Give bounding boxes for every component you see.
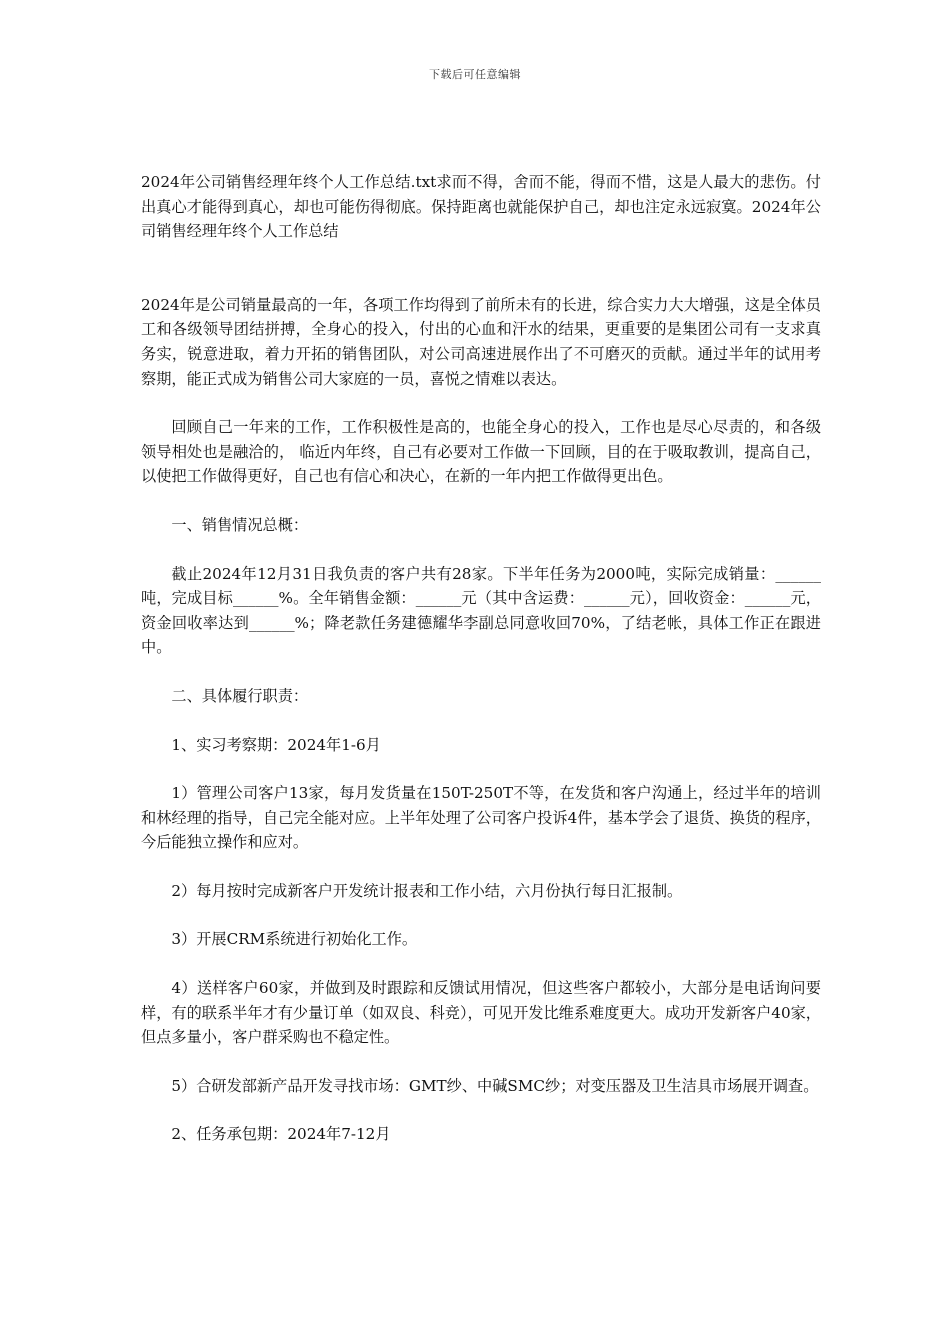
- list-item: 5）合研发部新产品开发寻找市场：GMT纱、中碱SMC纱；对变压器及卫生洁具市场展开调查。: [171, 1076, 819, 1095]
- paragraph-summary: 2024年是公司销量最高的一年，各项工作均得到了前所未有的长进，综合实力大大增强，这是全体员工和各级领导团结拼搏，全身心的投入，付出的心血和汗水的结果，更重要的是集团公司有一支求真务实，锐意进取，着力开拓的销售团队，对公司高速进展作出了不可磨灭的贡献。通过半年的试用考察期，能正式成为销售公司大家庭的一员，喜悦之情难以表达。: [141, 295, 821, 388]
- document-intro: 2024年公司销售经理年终个人工作总结.txt求而不得，舍而不能，得而不惜，这是人最大的悲伤。付出真心才能得到真心，却也可能伤得彻底。保持距离也就能保护自己，却也注定永远寂寞。2024年公司销售经理年终个人工作总结: [141, 173, 821, 241]
- list-item: 4）送样客户60家，并做到及时跟踪和反馈试用情况，但这些客户都较小，大部分是电话询问要样，有的联系半年才有少量订单（如双良、科竞），可见开发比维系难度更大。成功开发新客户40家，但点多量小，客户群采购也不稳定性。: [141, 979, 821, 1047]
- subheading-internship-period: 1、实习考察期：2024年1-6月: [171, 735, 381, 754]
- section-heading-duties: 二、具体履行职责：: [171, 686, 309, 705]
- document-body: [141, 170, 821, 1171]
- paragraph-review: 回顾自己一年来的工作，工作积极性是高的，也能全身心的投入，工作也是尽心尽责的，和各级领导相处也是融洽的， 临近内年终，自己有必要对工作做一下回顾，目的在于吸取教训，提高自己，以使把工作做得更好，自己也有信心和决心，在新的一年内把工作做得更出色。: [141, 418, 821, 486]
- list-item: 3）开展CRM系统进行初始化工作。: [171, 930, 418, 949]
- subheading-contract-period: 2、任务承包期：2024年7-12月: [171, 1125, 391, 1144]
- list-item: 1）管理公司客户13家，每月发货量在150T-250T不等，在发货和客户沟通上，经过半年的培训和林经理的指导，自己完全能对应。上半年处理了公司客户投诉4件，基本学会了退货、换货的程序，今后能独立操作和应对。: [141, 784, 821, 852]
- paragraph-sales-figures: 截止2024年12月31日我负责的客户共有28家。下半年任务为2000吨，实际完成销量：______吨，完成目标______%。全年销售金额：______元（其中含运费：______元），回收资金：______元，资金回收率达到______%；降老款任务建德耀华李副总同意收回70%，了结老帐，具体工作正在跟进中。: [141, 564, 821, 657]
- section-heading-sales-overview: 一、销售情况总概：: [171, 515, 309, 534]
- list-item: 2）每月按时完成新客户开发统计报表和工作小结，六月份执行每日汇报制。: [171, 881, 683, 900]
- header-note: 下载后可任意编辑: [429, 68, 521, 81]
